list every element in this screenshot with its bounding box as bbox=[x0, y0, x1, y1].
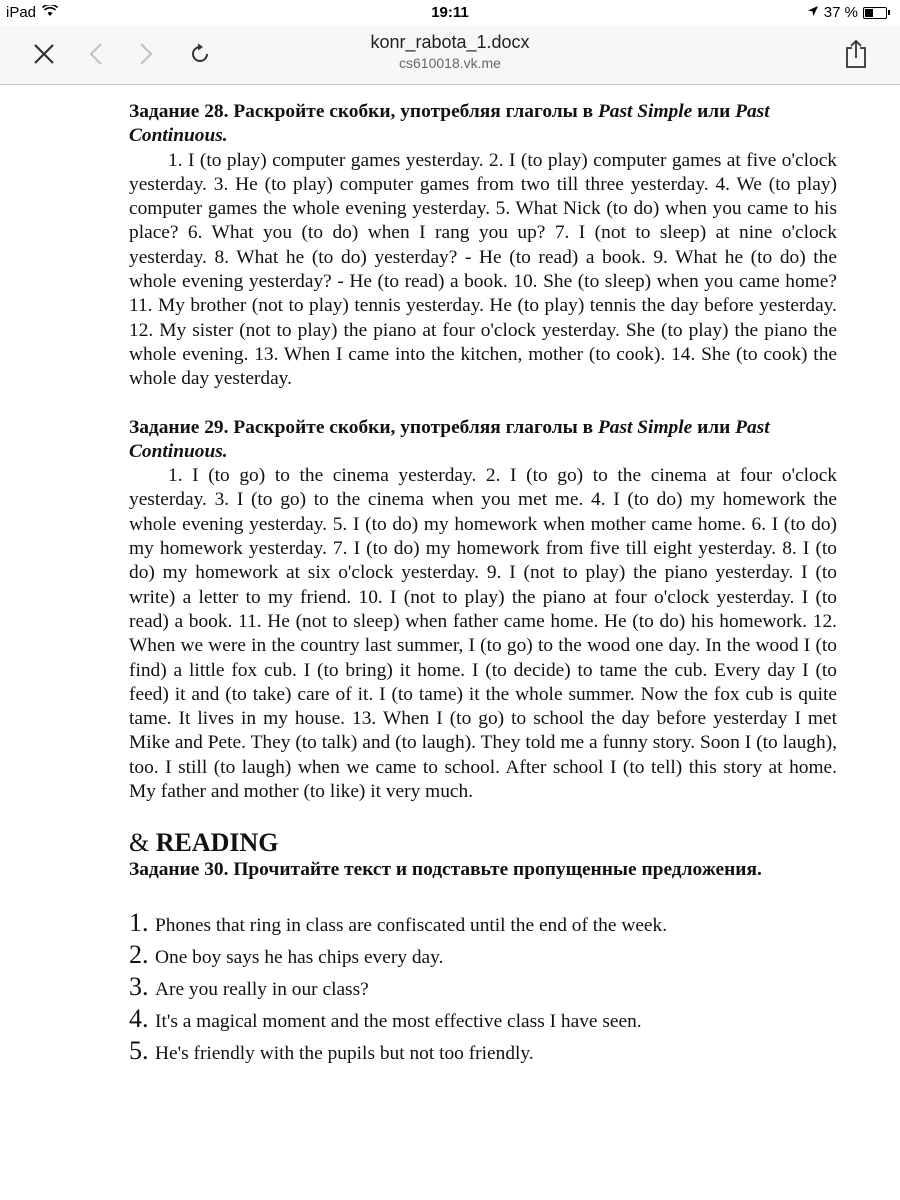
navigation-bar bbox=[0, 26, 900, 85]
document-host: cs610018.vk.me bbox=[399, 55, 501, 71]
battery-tip bbox=[888, 10, 890, 15]
task-29-tense-1: Past Simple bbox=[597, 416, 693, 438]
task-29-heading-text: Задание 29. Раскройте скобки, употребляя глаголы в bbox=[129, 416, 598, 438]
battery-percent: 37 % bbox=[823, 4, 858, 21]
list-item-text: Phones that ring in class are confiscated until the end of the week. bbox=[155, 914, 668, 936]
task-29-or: или bbox=[692, 416, 736, 438]
reading-section-title bbox=[129, 828, 837, 858]
battery-icon bbox=[863, 7, 887, 19]
document-title-block bbox=[0, 32, 900, 71]
share-button[interactable] bbox=[838, 36, 874, 72]
list-item-text: He's friendly with the pupils but not too friendly. bbox=[155, 1042, 534, 1064]
task-28-tense-2: Past Continuous. bbox=[129, 101, 770, 147]
share-icon bbox=[844, 39, 868, 69]
list-item-number: 1. bbox=[129, 907, 149, 937]
task-28-or: или bbox=[692, 101, 736, 122]
list-item-text: Are you really in our class? bbox=[155, 978, 369, 1000]
task-29-tense-2: Past Continuous. bbox=[129, 416, 770, 462]
list-item-number: 5. bbox=[129, 1035, 149, 1065]
list-item-number: 3. bbox=[129, 971, 149, 1001]
document-filename: konr_rabota_1.docx bbox=[370, 32, 530, 52]
list-item-text: One boy says he has chips every day. bbox=[155, 946, 444, 968]
status-time: 19:11 bbox=[431, 4, 469, 21]
task-28-heading-text: Задание 28. Раскройте скобки, употребляя глаголы в bbox=[129, 101, 598, 122]
task-28-heading bbox=[129, 100, 837, 149]
reading-symbol: & bbox=[129, 828, 150, 858]
task-30-heading: Задание 30. Прочитайте текст и подставьте пропущенные предложения. bbox=[129, 859, 762, 881]
document-content bbox=[129, 100, 837, 1071]
battery-fill bbox=[865, 9, 873, 17]
list-item bbox=[129, 1003, 837, 1039]
status-bar bbox=[0, 0, 900, 26]
list-item-number: 2. bbox=[129, 939, 149, 969]
reading-title: READING bbox=[155, 828, 279, 858]
list-item bbox=[129, 907, 837, 943]
sentence-list bbox=[129, 907, 837, 1071]
spacer bbox=[129, 392, 837, 416]
status-right bbox=[807, 4, 890, 21]
task-29-heading bbox=[129, 416, 837, 465]
task-28-tense-1: Past Simple bbox=[597, 101, 693, 122]
task-29-text: 1. I (to go) to the cinema yesterday. 2. I (to go) to the cinema at four o'clock yesterday. 3. I (to go) to the cinema when you met me. 4. I (to do) my homework the whole evening yesterday. 5. I (to do) my homework when mother came home. 6. I (to do) my homework yesterday. 7. I (to do) my homework from five till eight yesterday. 8. I (to do) my homework at six o'clock yesterday. 9. I (not to play) the piano yesterday. I (to write) a letter to my friend. 10. I (not to play) the piano at four o'clock yesterday. I (to read) a book. 11. He (not to sleep) when father came home. He (to do) his homework. 12. When we were in the country last summer, I (to go) to the wood one day. In the wood I (to find) a little fox cub. I (to bring) it home. I (to decide) to tame the cub. Every day I (to feed) it and (to take) care of it. I (to tame) it the whole summer. Now the fox cub is quite tame. It lives in my house. 13. When I (to go) to school the day before yesterday I met Mike and Pete. They (to talk) and (to laugh). They told me a funny story. Soon I (to laugh), too. I still (to laugh) when we came to school. After school I (to tell) this story at home. My father and mother (to like) it very much. bbox=[129, 465, 837, 803]
location-arrow-icon bbox=[807, 4, 819, 21]
list-item-text: It's a magical moment and the most effective class I have seen. bbox=[155, 1010, 642, 1032]
list-item-number: 4. bbox=[129, 1003, 149, 1033]
list-item bbox=[129, 1035, 837, 1071]
list-item bbox=[129, 971, 837, 1007]
device-name: iPad bbox=[6, 4, 37, 21]
list-item bbox=[129, 939, 837, 975]
task-28-text: 1. I (to play) computer games yesterday. 2. I (to play) computer games at five o'clock yesterday. 3. He (to play) computer games from two till three yesterday. 4. We (to play) computer games the whole evening yesterday. 5. What Nick (to do) when you came to his place? 6. What you (to do) when I rang you up? 7. I (not to sleep) at nine o'clock yesterday. 8. What he (to do) yesterday? - He (to read) a book. 9. What he (to do) the whole evening yesterday? - He (to read) a book. 10. She (to sleep) when you came home? 11. My brother (not to play) tennis yesterday. He (to play) tennis the day before yesterday. 12. My sister (not to play) the piano at four o'clock yesterday. She (to play) the piano the whole evening. 13. When I came into the kitchen, mother (to cook). 14. She (to cook) the whole day yesterday. bbox=[129, 149, 837, 390]
